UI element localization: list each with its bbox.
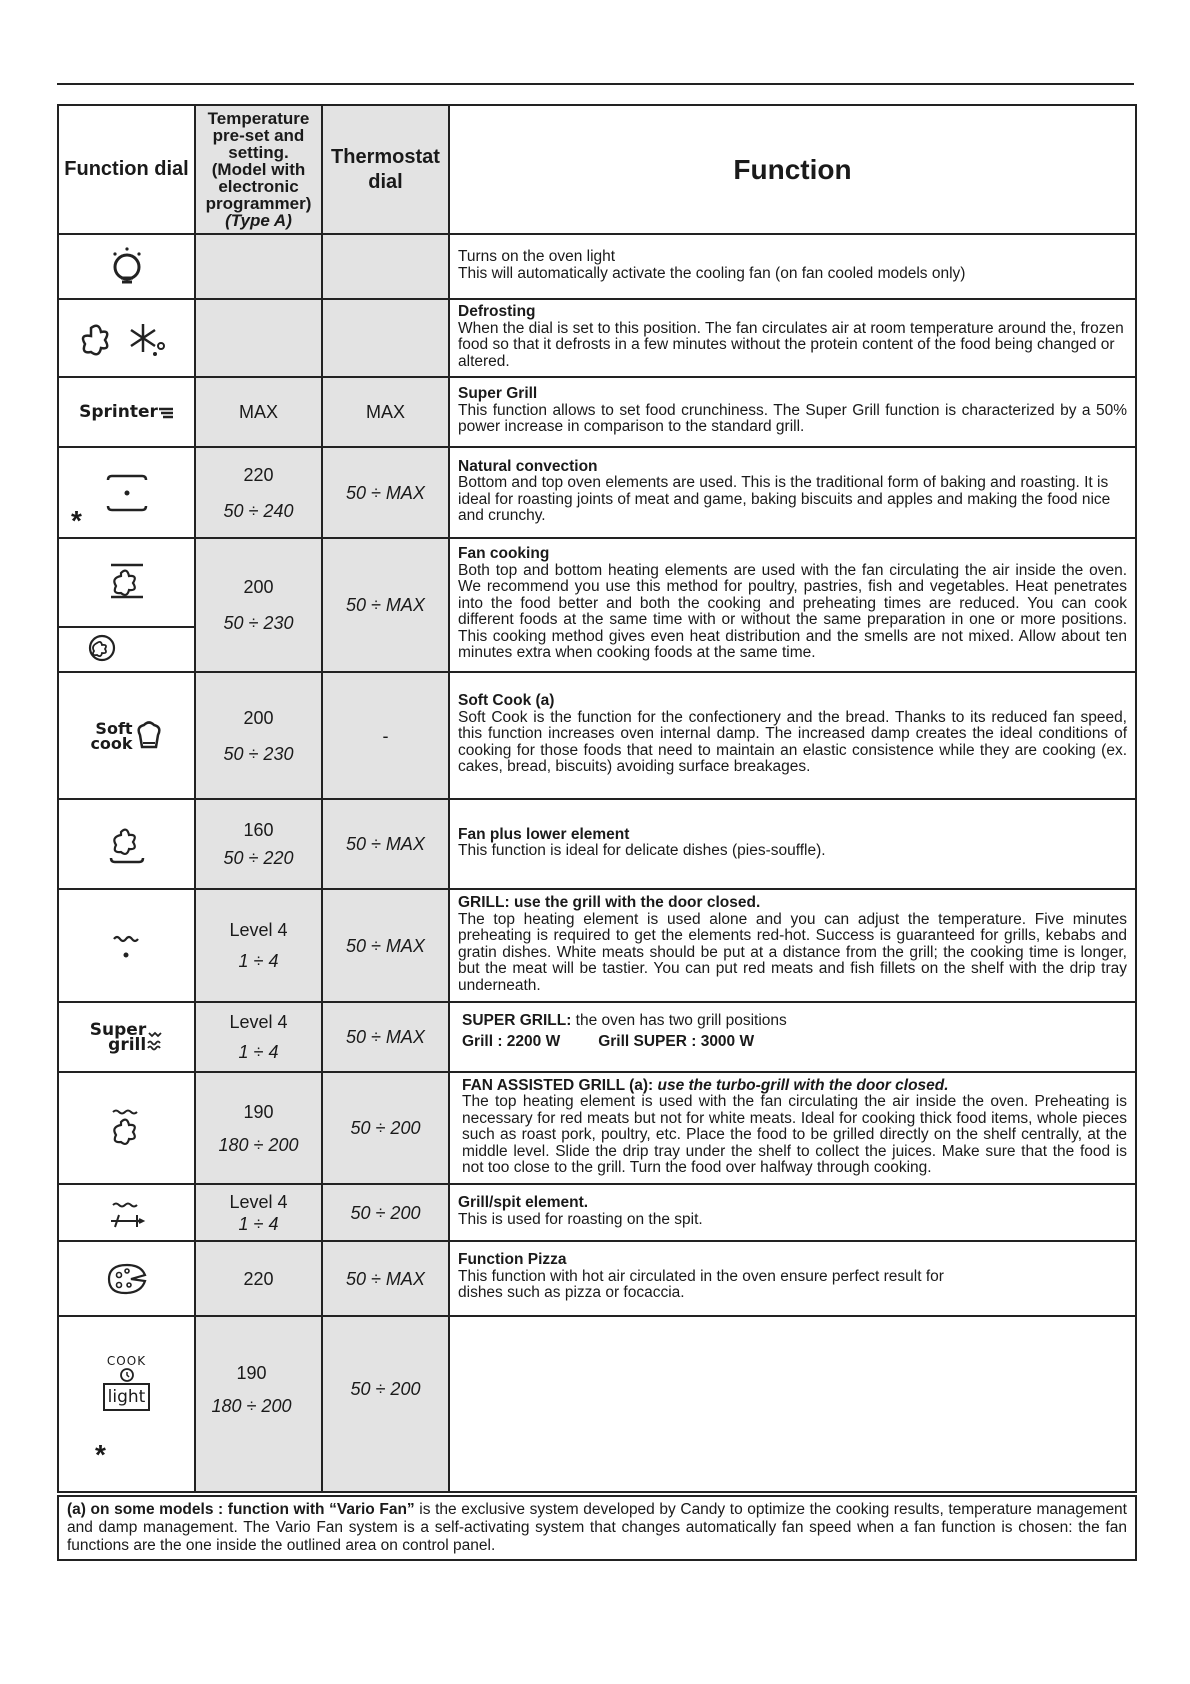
description-text: the oven has two grill positions xyxy=(571,1012,787,1029)
temp-value: 190 xyxy=(243,1101,274,1122)
header-thermostat-dial: Thermostat dial xyxy=(322,105,449,234)
temp-cell xyxy=(195,1072,322,1184)
description-cell xyxy=(449,447,1136,538)
temp-value: Level 4 xyxy=(229,1012,288,1032)
grill-icon xyxy=(58,889,195,1002)
header-temperature xyxy=(195,105,322,234)
cook-light-icon xyxy=(58,1316,195,1492)
table-row xyxy=(58,1316,1136,1492)
temp-value: 160 xyxy=(243,820,274,840)
description-title: Function Pizza xyxy=(458,1251,567,1268)
temp-cell xyxy=(195,234,322,299)
soft-cook-label: cook xyxy=(90,733,133,753)
description-text: This function is ideal for delicate dishes (pies-souffle). xyxy=(458,842,826,859)
description-cell xyxy=(449,538,1136,672)
thermostat-cell xyxy=(322,1241,449,1316)
thermostat-cell xyxy=(322,1316,449,1492)
natural-convection-icon xyxy=(58,447,195,538)
header-temp-line: (Model with xyxy=(211,160,306,179)
description-title-italic: use the turbo-grill with the door closed. xyxy=(657,1076,949,1094)
description-title: Defrosting xyxy=(458,303,536,320)
fan-lower-element-icon xyxy=(58,799,195,889)
description-cell xyxy=(449,1241,1136,1316)
description-text: The top heating element is used alone and you can adjust the temperature. Five minutes preheating is required to get the elements red-hot. Success is guaranteed for grills, kebabs and gratin dishes. White meats should be put at a distance from the grill; the cooking time is longer, but the meat will be tastier. You can put red meats and fish fillets on the shelf with the drip tray underneath. xyxy=(458,910,1127,994)
description-text: Bottom and top oven elements are used. This is the traditional form of baking and roasting. It is ideal for roasting joints of meat and game, baking biscuits and apples and making the food nice and crunchy. xyxy=(458,474,1111,524)
temp-range: 50 ÷ 230 xyxy=(223,613,294,633)
temp-cell xyxy=(195,377,322,447)
thermostat-cell xyxy=(322,1184,449,1241)
temp-cell xyxy=(195,1002,322,1072)
table-row xyxy=(58,299,1136,377)
description-cell xyxy=(449,1316,1136,1492)
temp-value: 220 xyxy=(243,464,274,485)
thermostat-cell xyxy=(322,377,449,447)
temp-value: 200 xyxy=(243,577,274,597)
sprinter-label: Sprinter xyxy=(79,402,158,422)
temp-cell xyxy=(195,799,322,889)
soft-cook-label: Soft xyxy=(95,718,133,738)
description-title: Fan plus lower element xyxy=(458,825,630,843)
cook-light-label: light xyxy=(103,1383,151,1411)
thermostat-cell xyxy=(322,447,449,538)
thermostat-value: 50 ÷ 200 xyxy=(350,1379,421,1399)
table-row xyxy=(58,672,1136,799)
temp-range: 1 ÷ 4 xyxy=(238,1213,279,1234)
description-text: When the dial is set to this position. The fan circulates air at room temperature around the, frozen food so that it defrosts in a few minutes without the protein content of the food being changed or altered. xyxy=(458,319,1124,370)
cook-light-label: COOK xyxy=(106,1354,147,1368)
description-cell xyxy=(449,889,1136,1002)
functions-table xyxy=(57,104,1137,1493)
header-temp-line: pre-set and xyxy=(212,126,305,145)
fan-cooking-icon xyxy=(58,538,195,672)
temp-value: MAX xyxy=(238,402,278,422)
temp-cell xyxy=(195,889,322,1002)
thermostat-value: - xyxy=(382,725,389,746)
footnote-text: is the exclusive system developed by Candy to optimize the cooking results, temperature management and damp management. The Vario Fan system is a self-activating system that changes automatically fan speed when a fan function is chosen: the fan functions are the one inside the outlined area on control panel. xyxy=(67,1501,1127,1554)
thermostat-value: 50 ÷ 200 xyxy=(350,1202,421,1223)
thermostat-cell xyxy=(322,299,449,377)
header-temp-line: electronic xyxy=(218,177,299,196)
temp-range: 180 ÷ 200 xyxy=(218,1134,299,1155)
thermostat-cell xyxy=(322,1002,449,1072)
thermostat-cell xyxy=(322,1072,449,1184)
super-grill-label: grill xyxy=(108,1034,147,1055)
thermostat-value: 50 ÷ MAX xyxy=(346,595,425,615)
temp-range: 1 ÷ 4 xyxy=(238,951,279,971)
table-row xyxy=(58,447,1136,538)
description-text: Soft Cook is the function for the confectionery and the bread. Thanks to its reduced fan speed, this function increases oven internal damp. The increased damp creates the ideal conditions of cooking for those foods that need to maintain an elastic consistence while they are cooking (ex. cakes, bread, biscuits) avoiding surface breakages. xyxy=(458,708,1127,776)
temp-range: 1 ÷ 4 xyxy=(238,1042,279,1062)
description-cell xyxy=(449,1002,1136,1072)
table-row xyxy=(58,538,1136,672)
temp-range: 180 ÷ 200 xyxy=(211,1396,292,1416)
description-text: This function with hot air circulated in the oven ensure perfect result for dishes such as pizza or focaccia. xyxy=(458,1267,944,1301)
thermostat-cell xyxy=(322,799,449,889)
description-title: SUPER GRILL: xyxy=(462,1012,572,1029)
grill-spit-icon xyxy=(58,1184,195,1241)
footnote-bold: (a) on some models : function with “Vario Fan” xyxy=(67,1501,415,1518)
temp-value: 200 xyxy=(243,707,274,728)
soft-cook-icon xyxy=(58,672,195,799)
description-text: Both top and bottom heating elements are used with the fan circulating the air inside the oven. We recommend you use this method for poultry, pastries, fish and vegetables. Heat penetrates into the food better and both the cooking and preheating times are reduced. You can cook different foods at the same time with or without the same preparation in one or more positions. This cooking method gives even heat distribution and the smells are not mixed. Allow about ten minutes extra when cooking foods at the same time. xyxy=(458,561,1127,662)
thermostat-value: 50 ÷ MAX xyxy=(346,1027,425,1047)
temp-range: 50 ÷ 230 xyxy=(223,743,294,764)
header-function: Function xyxy=(449,105,1136,234)
table-row xyxy=(58,1002,1136,1072)
header-temp-type: (Type A) xyxy=(225,211,292,230)
description-title: Super Grill xyxy=(458,385,538,403)
thermostat-cell xyxy=(322,538,449,672)
table-row xyxy=(58,799,1136,889)
description-title: Natural convection xyxy=(458,457,598,475)
temp-cell xyxy=(195,1241,322,1316)
thermostat-value: 50 ÷ MAX xyxy=(346,482,425,503)
thermostat-value: 50 ÷ 200 xyxy=(350,1118,421,1138)
header-temp-line: Temperature xyxy=(207,109,310,128)
temp-range: 50 ÷ 220 xyxy=(223,848,294,868)
temp-cell xyxy=(195,299,322,377)
thermostat-cell xyxy=(322,889,449,1002)
table-row xyxy=(58,1184,1136,1241)
top-rule xyxy=(57,83,1134,85)
temp-range: 50 ÷ 240 xyxy=(223,500,294,521)
asterisk-mark: * xyxy=(71,505,82,536)
fan-assisted-grill-icon xyxy=(58,1072,195,1184)
temp-value: Level 4 xyxy=(229,920,288,940)
description-cell xyxy=(449,672,1136,799)
temp-cell xyxy=(195,447,322,538)
vario-fan-footnote xyxy=(57,1495,1137,1561)
description-title: GRILL: use the grill with the door closed. xyxy=(458,894,761,911)
table-row xyxy=(58,889,1136,1002)
thermostat-value: 50 ÷ MAX xyxy=(346,1268,425,1289)
description-text: This is used for roasting on the spit. xyxy=(458,1210,703,1228)
table-row xyxy=(58,377,1136,447)
header-row xyxy=(58,105,1136,234)
description-cell xyxy=(449,799,1136,889)
description-cell xyxy=(449,299,1136,377)
temp-value: 220 xyxy=(243,1268,274,1289)
description-cell xyxy=(449,234,1136,299)
super-grill-label: Super xyxy=(89,1019,147,1040)
description-cell xyxy=(449,377,1136,447)
thermostat-value: 50 ÷ MAX xyxy=(346,935,425,956)
divider xyxy=(59,626,194,628)
temp-cell xyxy=(195,672,322,799)
header-temp-line: setting. xyxy=(228,143,289,162)
temp-cell xyxy=(195,1184,322,1241)
thermostat-cell xyxy=(322,672,449,799)
description-cell xyxy=(449,1072,1136,1184)
description-title: FAN ASSISTED GRILL (a): xyxy=(462,1076,658,1094)
super-grill-icon xyxy=(58,1002,195,1072)
oven-light-icon xyxy=(58,234,195,299)
table-row xyxy=(58,1072,1136,1184)
thermostat-cell xyxy=(322,234,449,299)
description-text: The top heating element is used with the fan circulating the air inside the oven. Preheating is necessary for red meats but not for white meats. Ideal for cooking thick food items, whole pieces such as roast pork, poultry, etc. Place the food to be grilled directly on the shelf centrally, at the middle level. Slide the drip tray under the shelf to collect the juices. Make sure that the food is not too close to the grill. Turn the food over halfway through cooking. xyxy=(462,1093,1127,1176)
table-row xyxy=(58,234,1136,299)
thermostat-value: MAX xyxy=(365,402,405,422)
description-title: Soft Cook (a) xyxy=(458,692,555,710)
pizza-icon xyxy=(58,1241,195,1316)
description-text: This function allows to set food crunchiness. The Super Grill function is characterized by a 50% power increase in comparison to the standard grill. xyxy=(458,401,1127,436)
description-cell xyxy=(449,1184,1136,1241)
defrost-icon xyxy=(58,299,195,377)
description-title: Fan cooking xyxy=(458,545,550,563)
description-text: Turns on the oven light This will automatically activate the cooling fan (on fan cooled models only) xyxy=(458,248,966,282)
grill-power-super: Grill SUPER : 3000 W xyxy=(598,1032,755,1050)
grill-power-standard: Grill : 2200 W xyxy=(462,1032,561,1050)
asterisk-mark: * xyxy=(95,1439,106,1470)
header-temp-line: programmer) xyxy=(205,194,312,213)
temp-cell xyxy=(195,538,322,672)
thermostat-value: 50 ÷ MAX xyxy=(346,834,425,854)
temp-value: Level 4 xyxy=(229,1191,288,1212)
temp-cell xyxy=(195,1316,322,1492)
sprinter-icon xyxy=(58,377,195,447)
description-title: Grill/spit element. xyxy=(458,1194,589,1211)
table-row xyxy=(58,1241,1136,1316)
temp-value: 190 xyxy=(236,1363,267,1383)
header-function-dial: Function dial xyxy=(58,105,195,234)
